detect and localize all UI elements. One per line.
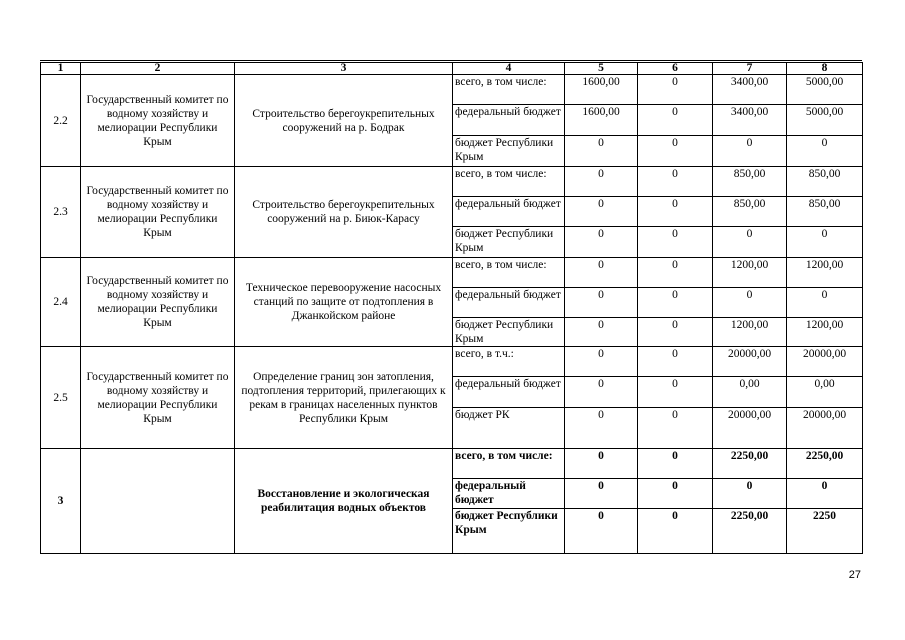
- row-number: 2.2: [41, 75, 81, 167]
- value-col6-cell: 0: [638, 479, 713, 509]
- value-col8-cell: 1200,00: [787, 258, 863, 288]
- value-col7-cell: 0: [713, 288, 787, 318]
- funding-source-cell: бюджет Республики Крым: [453, 227, 565, 258]
- value-col8-cell: 2250: [787, 509, 863, 554]
- value-col5-cell: 0: [565, 479, 638, 509]
- funding-source-cell: всего, в том числе:: [453, 449, 565, 479]
- value-col8-cell: 0: [787, 227, 863, 258]
- value-col6-cell: 0: [638, 377, 713, 408]
- row-number: 2.5: [41, 347, 81, 449]
- value-col8-cell: 5000,00: [787, 75, 863, 105]
- row-number: 3: [41, 449, 81, 554]
- value-col7-cell: 0: [713, 479, 787, 509]
- header-cell: 7: [713, 63, 787, 75]
- value-col8-cell: 0: [787, 288, 863, 318]
- value-col5-cell: 1600,00: [565, 105, 638, 136]
- value-col8-cell: 0: [787, 136, 863, 167]
- value-col6-cell: 0: [638, 105, 713, 136]
- funding-source-cell: всего, в том числе:: [453, 258, 565, 288]
- work-description-cell: Строительство берегоукрепительных сооружений на р. Бодрак: [235, 75, 453, 167]
- top-rule: [40, 60, 862, 61]
- value-col6-cell: 0: [638, 509, 713, 554]
- value-col7-cell: 0: [713, 227, 787, 258]
- funding-source-cell: бюджет РК: [453, 408, 565, 449]
- page-number: 27: [848, 569, 861, 581]
- value-col6-cell: 0: [638, 258, 713, 288]
- table-row: [41, 449, 863, 479]
- value-col5-cell: 0: [565, 167, 638, 197]
- organization-cell: Государственный комитет по водному хозяйству и мелиорации Республики Крым: [81, 347, 235, 449]
- table-row: [41, 75, 863, 105]
- value-col7-cell: 3400,00: [713, 105, 787, 136]
- value-col6-cell: 0: [638, 347, 713, 377]
- value-col6-cell: 0: [638, 288, 713, 318]
- header-cell: 1: [41, 63, 81, 75]
- value-col5-cell: 0: [565, 377, 638, 408]
- value-col7-cell: 1200,00: [713, 318, 787, 347]
- value-col6-cell: 0: [638, 75, 713, 105]
- work-description-cell: Определение границ зон затопления, подтопления территорий, прилегающих к рекам в границах населенных пунктов Республики Крым: [235, 347, 453, 449]
- funding-source-cell: всего, в том числе:: [453, 75, 565, 105]
- value-col8-cell: 850,00: [787, 197, 863, 227]
- funding-table: [40, 62, 863, 554]
- value-col8-cell: 2250,00: [787, 449, 863, 479]
- funding-source-cell: всего, в том числе:: [453, 167, 565, 197]
- header-cell: 3: [235, 63, 453, 75]
- value-col6-cell: 0: [638, 167, 713, 197]
- value-col6-cell: 0: [638, 136, 713, 167]
- value-col8-cell: 1200,00: [787, 318, 863, 347]
- value-col5-cell: 0: [565, 449, 638, 479]
- value-col6-cell: 0: [638, 197, 713, 227]
- header-cell: 2: [81, 63, 235, 75]
- value-col8-cell: 0: [787, 479, 863, 509]
- value-col7-cell: 1200,00: [713, 258, 787, 288]
- value-col5-cell: 0: [565, 318, 638, 347]
- work-description-cell: Строительство берегоукрепительных сооружений на р. Биюк-Карасу: [235, 167, 453, 258]
- header-cell: 8: [787, 63, 863, 75]
- header-cell: 5: [565, 63, 638, 75]
- header-row: [41, 63, 863, 75]
- row-number: 2.4: [41, 258, 81, 347]
- funding-source-cell: бюджет Республики Крым: [453, 136, 565, 167]
- value-col7-cell: 0: [713, 136, 787, 167]
- value-col7-cell: 3400,00: [713, 75, 787, 105]
- value-col5-cell: 0: [565, 288, 638, 318]
- value-col5-cell: 0: [565, 136, 638, 167]
- value-col6-cell: 0: [638, 408, 713, 449]
- value-col5-cell: 1600,00: [565, 75, 638, 105]
- value-col6-cell: 0: [638, 318, 713, 347]
- funding-source-cell: бюджет Республики Крым: [453, 509, 565, 554]
- value-col5-cell: 0: [565, 408, 638, 449]
- organization-cell: Государственный комитет по водному хозяйству и мелиорации Республики Крым: [81, 258, 235, 347]
- organization-cell: Государственный комитет по водному хозяйству и мелиорации Республики Крым: [81, 167, 235, 258]
- funding-source-cell: федеральный бюджет: [453, 105, 565, 136]
- funding-source-cell: федеральный бюджет: [453, 377, 565, 408]
- funding-source-cell: бюджет Республики Крым: [453, 318, 565, 347]
- funding-source-cell: федеральный бюджет: [453, 197, 565, 227]
- organization-cell: Государственный комитет по водному хозяйству и мелиорации Республики Крым: [81, 75, 235, 167]
- value-col8-cell: 850,00: [787, 167, 863, 197]
- table-row: [41, 347, 863, 377]
- value-col8-cell: 20000,00: [787, 347, 863, 377]
- value-col7-cell: 20000,00: [713, 408, 787, 449]
- work-description-cell: Техническое перевооружение насосных станций по защите от подтопления в Джанкойском районе: [235, 258, 453, 347]
- table-row: [41, 258, 863, 288]
- value-col7-cell: 2250,00: [713, 449, 787, 479]
- value-col5-cell: 0: [565, 197, 638, 227]
- value-col5-cell: 0: [565, 258, 638, 288]
- header-cell: 6: [638, 63, 713, 75]
- funding-source-cell: всего, в т.ч.:: [453, 347, 565, 377]
- funding-source-cell: федеральный бюджет: [453, 479, 565, 509]
- value-col5-cell: 0: [565, 347, 638, 377]
- organization-cell: [81, 449, 235, 554]
- value-col8-cell: 0,00: [787, 377, 863, 408]
- header-cell: 4: [453, 63, 565, 75]
- value-col5-cell: 0: [565, 509, 638, 554]
- value-col8-cell: 20000,00: [787, 408, 863, 449]
- work-description-cell: Восстановление и экологическая реабилитация водных объектов: [235, 449, 453, 554]
- value-col7-cell: 20000,00: [713, 347, 787, 377]
- value-col5-cell: 0: [565, 227, 638, 258]
- funding-source-cell: федеральный бюджет: [453, 288, 565, 318]
- value-col6-cell: 0: [638, 227, 713, 258]
- value-col8-cell: 5000,00: [787, 105, 863, 136]
- value-col7-cell: 0,00: [713, 377, 787, 408]
- row-number: 2.3: [41, 167, 81, 258]
- table-row: [41, 167, 863, 197]
- value-col7-cell: 850,00: [713, 197, 787, 227]
- value-col6-cell: 0: [638, 449, 713, 479]
- value-col7-cell: 850,00: [713, 167, 787, 197]
- value-col7-cell: 2250,00: [713, 509, 787, 554]
